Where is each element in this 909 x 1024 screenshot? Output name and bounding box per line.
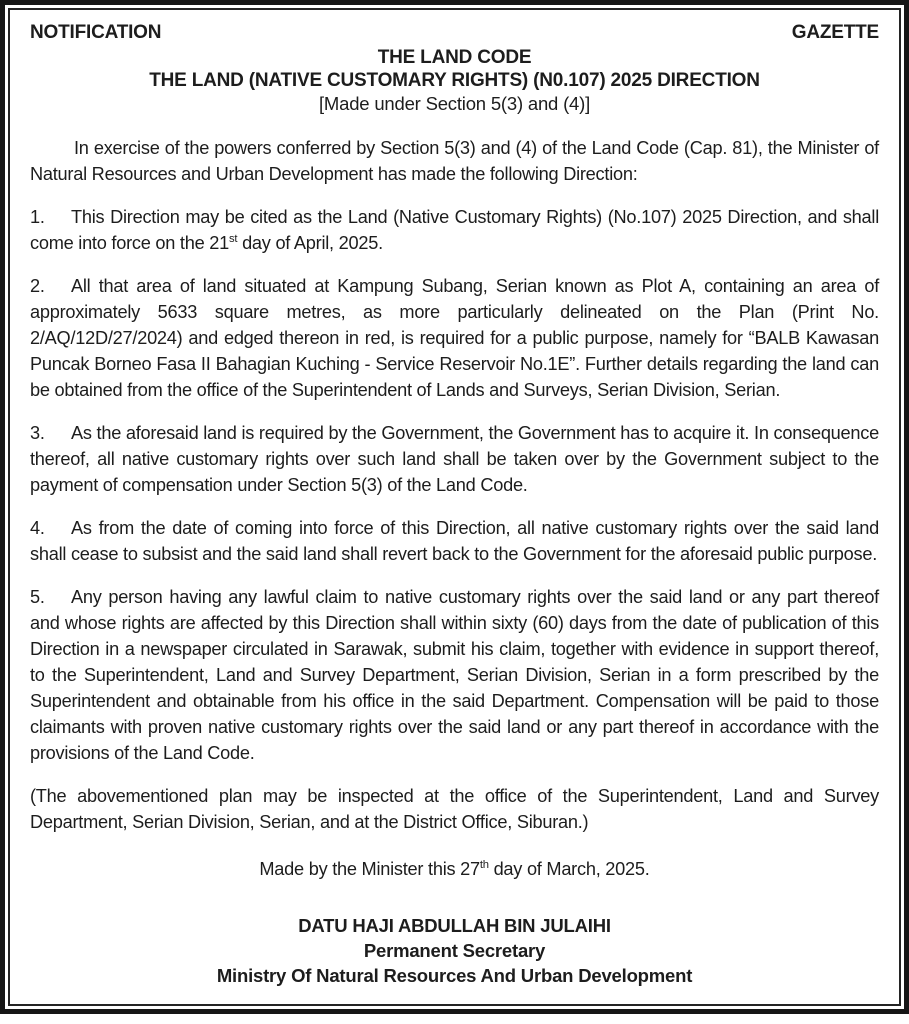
intro-paragraph: In exercise of the powers conferred by Section 5(3) and (4) of the Land Code (Cap. 81), the Minister of Natural Resources and Urban Development has made the following Direction:	[30, 138, 879, 184]
item-1-text-before: This Direction may be cited as the Land (Native Customary Rights) (No.107) 2025 Direction, and shall come into force on the 21	[30, 207, 879, 253]
item-1-ordinal-suffix: st	[229, 232, 238, 245]
item-4-text: As from the date of coming into force of this Direction, all native customary rights over the said land shall cease to subsist and the said land shall revert back to the Government for the aforesaid public purpose.	[30, 518, 879, 564]
signatory-name: DATU HAJI ABDULLAH BIN JULAIHI	[298, 915, 611, 936]
header-gazette-label: GAZETTE	[791, 22, 879, 43]
document-title-land-code: THE LAND CODE	[377, 47, 532, 68]
item-3-number: 3.	[30, 423, 45, 443]
direction-item-4	[30, 515, 879, 567]
made-by-ordinal-suffix: th	[479, 858, 489, 871]
title-block	[30, 46, 879, 116]
item-3-text: As the aforesaid land is required by the Government, the Government has to acquire it. In consequence thereof, all native customary rights over such land shall be taken over by the Government subject to the payment of compensation under Section 5(3) of the Land Code.	[30, 423, 879, 495]
signatory-title: Permanent Secretary	[363, 940, 546, 961]
direction-item-2	[30, 273, 879, 403]
item-5-text: Any person having any lawful claim to native customary rights over the said land or any part thereof and whose rights are affected by this Direction shall within sixty (60) days from the date of publication of this Direction in a newspaper circulated in Sarawak, submit his claim, together with evidence in support thereof, to the Superintendent, Land and Survey Department, Serian Division, Serian in a form prescribed by the Superintendent and obtainable from his office in the said Department. Compensation will be paid to those claimants with proven native customary rights over the said land or any part thereof in accordance with the provisions of the Land Code.	[30, 587, 879, 763]
direction-item-5	[30, 584, 879, 766]
item-4-number: 4.	[30, 518, 45, 538]
document-header	[30, 22, 879, 44]
made-by-line	[30, 859, 879, 880]
made-by-text-after: day of March, 2025.	[488, 859, 650, 879]
header-notification-label: NOTIFICATION	[30, 22, 162, 43]
made-by-text-before: Made by the Minister this 27	[259, 859, 480, 879]
gazette-inner-border	[8, 8, 901, 1006]
signatory-ministry: Ministry Of Natural Resources And Urban Development	[216, 965, 693, 986]
item-2-text: All that area of land situated at Kampung Subang, Serian known as Plot A, containing an area of approximately 5633 square metres, as more particularly delineated on the Plan (Print No. 2/AQ/12D/27/2024) and edged thereon in red, is required for a public purpose, namely for “BALB Kawasan Puncak Borneo Fasa II Bahagian Kuching - Service Reservoir No.1E”. Further details regarding the land can be obtained from the office of the Superintendent of Lands and Surveys, Serian Division, Serian.	[30, 276, 879, 400]
direction-item-1	[30, 204, 879, 256]
plan-inspection-note: (The abovementioned plan may be inspected at the office of the Superintendent, Land and Survey Department, Serian Division, Serian, and at the District Office, Siburan.)	[30, 786, 879, 832]
direction-item-3	[30, 420, 879, 498]
item-1-number: 1.	[30, 207, 45, 227]
item-2-number: 2.	[30, 276, 45, 296]
signature-block	[30, 913, 879, 988]
item-5-number: 5.	[30, 587, 45, 607]
document-title-direction: THE LAND (NATIVE CUSTOMARY RIGHTS) (N0.107) 2025 DIRECTION	[149, 70, 760, 91]
item-1-text-after: day of April, 2025.	[237, 233, 383, 253]
document-subtitle-made-under: [Made under Section 5(3) and (4)]	[318, 93, 591, 114]
